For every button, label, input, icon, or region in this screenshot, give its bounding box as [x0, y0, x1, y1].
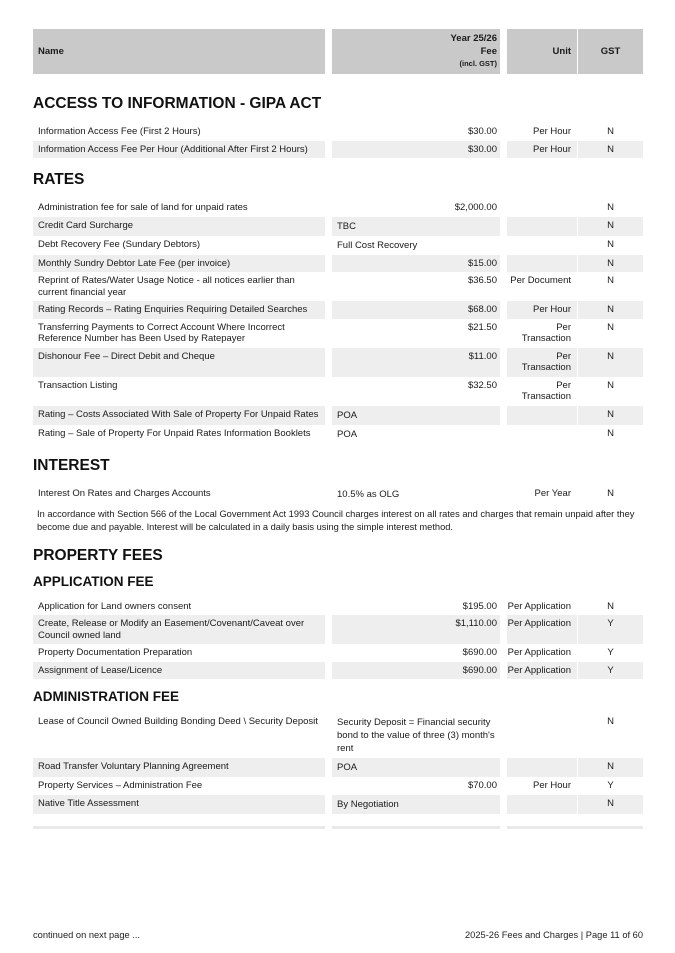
fee-row [33, 301, 675, 319]
fee-gst-cell: N [578, 795, 643, 814]
fee-amount-cell: $2,000.00 [332, 199, 500, 217]
fee-row [33, 425, 675, 444]
fee-amount-cell: By Negotiation [332, 795, 500, 814]
cutoff-name-cell [33, 826, 325, 829]
fee-unit-cell [507, 217, 577, 236]
fee-gst-cell: N [578, 485, 643, 504]
fee-unit-cell: Per Document [507, 272, 577, 301]
fee-unit-cell: Per Hour [507, 301, 577, 319]
fee-amount-cell: POA [332, 425, 500, 444]
fee-name-cell: Reprint of Rates/Water Usage Notice - all notices earlier than current financial year [33, 272, 325, 301]
fee-unit-cell [507, 255, 577, 273]
fee-name-cell: Assignment of Lease/Licence [33, 662, 325, 680]
fee-gst-cell: N [578, 319, 643, 348]
fee-gst-cell: N [578, 272, 643, 301]
fee-row [33, 598, 675, 616]
fee-amount-cell: $11.00 [332, 348, 500, 377]
fee-name-cell: Monthly Sundry Debtor Late Fee (per invoice) [33, 255, 325, 273]
fee-amount-cell: $70.00 [332, 777, 500, 795]
section-heading: INTEREST [33, 456, 110, 474]
fee-gst-cell: Y [578, 777, 643, 795]
header-unit-label: Unit [552, 46, 571, 57]
fee-gst-cell: N [578, 255, 643, 273]
fee-name-cell: Application for Land owners consent [33, 598, 325, 616]
fee-amount-cell: $68.00 [332, 301, 500, 319]
fee-name-cell: Credit Card Surcharge [33, 217, 325, 236]
fee-gst-cell: N [578, 377, 643, 406]
fee-name-cell: Information Access Fee Per Hour (Additional After First 2 Hours) [33, 141, 325, 159]
fee-row [33, 662, 675, 680]
fee-amount-cell: $30.00 [332, 141, 500, 159]
fee-amount-cell: TBC [332, 217, 500, 236]
fee-gst-cell: N [578, 713, 643, 758]
fee-row [33, 713, 675, 758]
fee-name-cell: Rating – Sale of Property For Unpaid Rates Information Booklets [33, 425, 325, 444]
fee-amount-cell: $690.00 [332, 662, 500, 680]
fee-unit-cell: Per Hour [507, 123, 577, 141]
footer-page-info: 2025-26 Fees and Charges | Page 11 of 60 [465, 930, 643, 940]
sections-container [0, 96, 675, 829]
fee-amount-cell: $690.00 [332, 644, 500, 662]
fee-row [33, 406, 675, 425]
fee-row [33, 123, 675, 141]
fee-row [33, 255, 675, 273]
fee-row [33, 777, 675, 795]
fee-name-cell: Interest On Rates and Charges Accounts [33, 485, 325, 504]
fee-row [33, 199, 675, 217]
fee-amount-cell: $36.50 [332, 272, 500, 301]
fee-row [33, 217, 675, 236]
fee-name-cell: Rating Records – Rating Enquiries Requiring Detailed Searches [33, 301, 325, 319]
fee-name-cell: Native Title Assessment [33, 795, 325, 814]
fee-name-cell: Transaction Listing [33, 377, 325, 406]
fee-gst-cell: Y [578, 662, 643, 680]
cutoff-fee-cell [332, 826, 500, 829]
fee-gst-cell: N [578, 217, 643, 236]
fee-gst-cell: N [578, 301, 643, 319]
fee-gst-cell: N [578, 236, 643, 255]
fee-unit-cell: Per Application [507, 598, 577, 616]
fee-unit-cell [507, 236, 577, 255]
fee-amount-cell: Full Cost Recovery [332, 236, 500, 255]
fee-name-cell: Administration fee for sale of land for unpaid rates [33, 199, 325, 217]
section-heading: ACCESS TO INFORMATION - GIPA ACT [33, 95, 322, 112]
fee-gst-cell: N [578, 758, 643, 777]
fee-row [33, 758, 675, 777]
header-name-label: Name [38, 46, 64, 57]
section-heading: RATES [33, 171, 85, 188]
fee-amount-cell: POA [332, 406, 500, 425]
fee-name-cell: Lease of Council Owned Building Bonding Deed \ Security Deposit [33, 713, 325, 758]
header-name-cell [33, 29, 325, 74]
fee-unit-cell [507, 795, 577, 814]
fee-amount-cell: POA [332, 758, 500, 777]
fee-gst-cell: N [578, 598, 643, 616]
fee-name-cell: Dishonour Fee – Direct Debit and Cheque [33, 348, 325, 377]
fee-row [33, 272, 675, 301]
header-gst-label: GST [600, 46, 621, 57]
fee-unit-cell: Per Transaction [507, 319, 577, 348]
page-footer [33, 930, 643, 940]
fee-gst-cell: N [578, 406, 643, 425]
fee-row [33, 141, 675, 159]
fee-amount-cell: $32.50 [332, 377, 500, 406]
fee-row [33, 236, 675, 255]
fee-unit-cell [507, 406, 577, 425]
fee-name-cell: Transferring Payments to Correct Account Where Incorrect Reference Number has Been Used by Ratepayer [33, 319, 325, 348]
fee-unit-cell: Per Year [507, 485, 577, 504]
fee-unit-cell: Per Hour [507, 777, 577, 795]
fee-amount-cell: 10.5% as OLG [332, 485, 500, 504]
fee-row [33, 644, 675, 662]
header-fee-line2: Fee [480, 45, 497, 57]
section-heading: ADMINISTRATION FEE [33, 689, 179, 704]
fee-row [33, 319, 675, 348]
header-fee-line3: (incl. GST) [459, 59, 497, 68]
fee-name-cell: Debt Recovery Fee (Sundary Debtors) [33, 236, 325, 255]
fee-unit-cell: Per Transaction [507, 348, 577, 377]
footer-continued-text: continued on next page ... [33, 930, 140, 940]
section-heading: APPLICATION FEE [33, 573, 154, 589]
fee-amount-cell: $195.00 [332, 598, 500, 616]
header-fee-cell [332, 29, 500, 74]
header-unit-cell [507, 29, 577, 74]
fee-unit-cell [507, 713, 577, 758]
fee-name-cell: Create, Release or Modify an Easement/Covenant/Caveat over Council owned land [33, 615, 325, 644]
fee-gst-cell: N [578, 123, 643, 141]
fee-row [33, 795, 675, 814]
fee-unit-cell: Per Hour [507, 141, 577, 159]
fee-gst-cell: N [578, 425, 643, 444]
section-heading: PROPERTY FEES [33, 546, 163, 564]
fee-unit-cell: Per Application [507, 615, 577, 644]
fee-gst-cell: N [578, 141, 643, 159]
section-note: In accordance with Section 566 of the Local Government Act 1993 Council charges interest on all rates and charges that remain unpaid after they become due and payable. Interest will be calculated in a daily basis using the simple interest method. [37, 508, 635, 532]
fee-row [33, 348, 675, 377]
fee-unit-cell [507, 199, 577, 217]
fee-row [33, 377, 675, 406]
fee-name-cell: Rating – Costs Associated With Sale of Property For Unpaid Rates [33, 406, 325, 425]
fee-name-cell: Information Access Fee (First 2 Hours) [33, 123, 325, 141]
fee-unit-cell: Per Transaction [507, 377, 577, 406]
fee-amount-cell: $15.00 [332, 255, 500, 273]
cutoff-unit-gst-cell [507, 826, 643, 829]
fee-gst-cell: Y [578, 644, 643, 662]
fee-gst-cell: Y [578, 615, 643, 644]
fee-amount-cell: Security Deposit = Financial security bond to the value of three (3) month's rent [332, 713, 500, 758]
header-fee-line1: Year 25/26 [450, 33, 497, 44]
fee-unit-cell: Per Application [507, 644, 577, 662]
fee-name-cell: Road Transfer Voluntary Planning Agreement [33, 758, 325, 777]
fee-unit-cell [507, 425, 577, 444]
fee-amount-cell: $30.00 [332, 123, 500, 141]
fee-amount-cell: $21.50 [332, 319, 500, 348]
fee-unit-cell: Per Application [507, 662, 577, 680]
fee-name-cell: Property Services – Administration Fee [33, 777, 325, 795]
fee-unit-cell [507, 758, 577, 777]
fee-gst-cell: N [578, 348, 643, 377]
table-header [33, 29, 675, 74]
header-gst-cell [578, 29, 643, 74]
fee-row [33, 615, 675, 644]
fee-row [33, 485, 675, 504]
fee-gst-cell: N [578, 199, 643, 217]
fee-name-cell: Property Documentation Preparation [33, 644, 325, 662]
fee-amount-cell: $1,110.00 [332, 615, 500, 644]
cutoff-row [33, 826, 675, 829]
